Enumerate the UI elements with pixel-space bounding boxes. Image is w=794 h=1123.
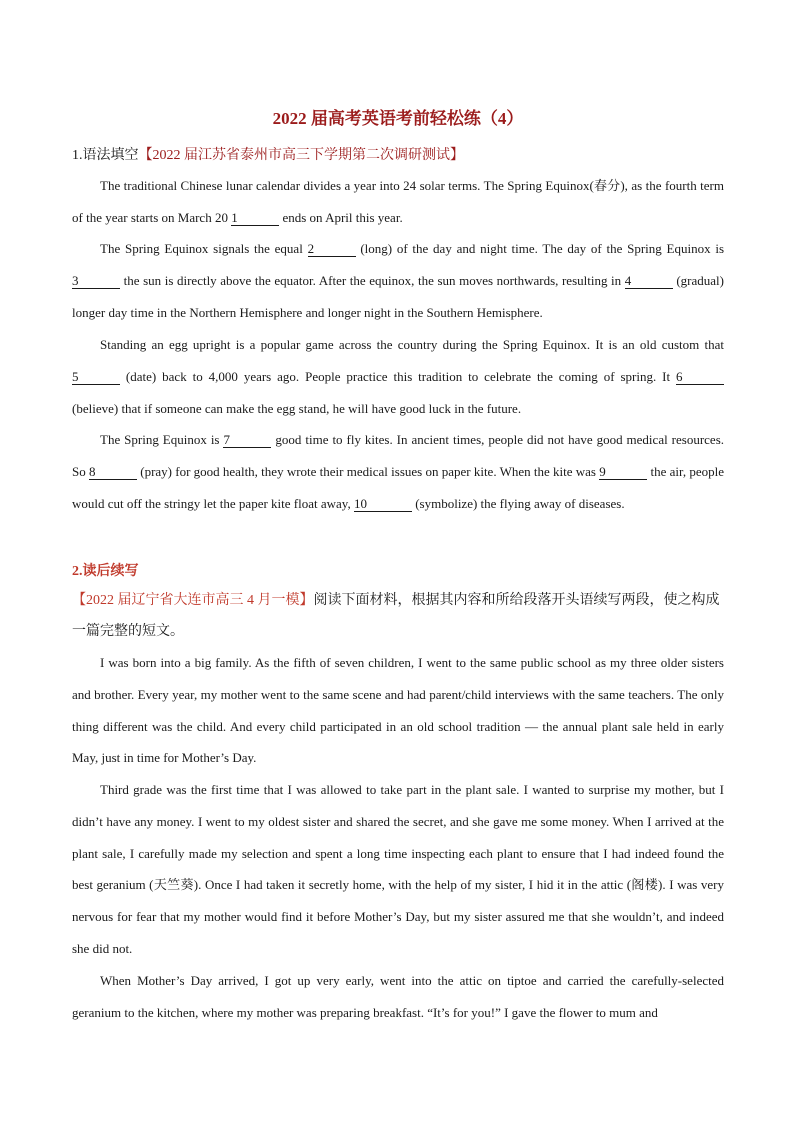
blank-3: 3 bbox=[72, 274, 120, 289]
cloze-paragraph-2: The Spring Equinox signals the equal 2 (long) of the day and night time. The day of the Spring Equinox is 3 the sun is directly above the equator. After the equinox, the sun moves northwards, resulting in 4 (gradual) longer day time in the Northern Hemisphere and longer night in the Southern Hemisphere. bbox=[72, 241, 724, 320]
blank-4: 4 bbox=[625, 274, 673, 289]
blank-2: 2 bbox=[308, 242, 356, 257]
page-title: 2022 届高考英语考前轻松练（4） bbox=[272, 109, 524, 128]
section-2-heading: 2.读后续写 bbox=[72, 564, 139, 579]
blank-7: 7 bbox=[223, 433, 271, 448]
section-1-number: 1. bbox=[72, 148, 83, 163]
reading-paragraph-3: When Mother’s Day arrived, I got up very early, went into the attic on tiptoe and carried the carefully-selected geranium to the kitchen, where my mother was preparing breakfast. “It’s for you!” I gave the flower to mum and bbox=[72, 973, 724, 1020]
section-2-instruction-text: 阅读下面材料，根据其内容和所给段落开头语续写两段，使之构成一篇完整的短文。 bbox=[72, 593, 720, 639]
section-2-source: 【2022 届辽宁省大连市高三 4 月一模】 bbox=[72, 593, 314, 608]
section-2-instruction bbox=[72, 585, 724, 647]
reading-paragraph-1: I was born into a big family. As the fifth of seven children, I went to the same public school as my three older sisters and brother. Every year, my mother went to the same scene and had parent/child interviews with the same teachers. The only thing different was the child. And every child participated in an old school tradition — the annual plant sale held in early May, just in time for Mother’s Day. bbox=[72, 655, 724, 766]
blank-9: 9 bbox=[599, 465, 647, 480]
reading-paragraph-2: Third grade was the first time that I was allowed to take part in the plant sale. I wanted to surprise my mother, but I didn’t have any money. I went to my oldest sister and shared the secret, and she gave me some money. When I arrived at the plant sale, I carefully made my selection and spent a long time inspecting each plant to ensure that I had indeed found the best geranium (天竺葵). Once I had taken it secretly home, with the help of my sister, I hid it in the attic (阁楼). I was very nervous for fear that my mother would find it before Mother’s Day, but my sister assured me that she wouldn’t, and indeed she did not. bbox=[72, 782, 724, 956]
blank-10: 10 bbox=[354, 497, 412, 512]
blank-5: 5 bbox=[72, 370, 120, 385]
section-1-label: 语法填空 bbox=[82, 148, 139, 163]
cloze-paragraph-4: The Spring Equinox is 7 good time to fly kites. In ancient times, people did not have good medical resources. So 8 (pray) for good health, they wrote their medical issues on paper kite. When the kite was 9 the air, people would cut off the stringy let the paper kite float away, 10 (symbolize) the flying away of diseases. bbox=[72, 432, 724, 511]
cloze-paragraph-1: The traditional Chinese lunar calendar divides a year into 24 solar terms. The Spring Equinox(春分), as the fourth term of the year starts on March 20 1 ends on April this year. bbox=[72, 178, 724, 225]
blank-8: 8 bbox=[89, 465, 137, 480]
cloze-paragraph-3: Standing an egg upright is a popular game across the country during the Spring Equinox. It is an old custom that 5 (date) back to 4,000 years ago. People practice this tradition to celebrate the coming of spring. It 6 (believe) that if someone can make the egg stand, he will have good luck in the future. bbox=[72, 337, 724, 416]
section-1-heading bbox=[72, 144, 464, 164]
blank-1: 1 bbox=[231, 211, 279, 226]
section-1-source: 【2022 届江苏省泰州市高三下学期第二次调研测试】 bbox=[138, 148, 464, 163]
blank-6: 6 bbox=[676, 370, 724, 385]
